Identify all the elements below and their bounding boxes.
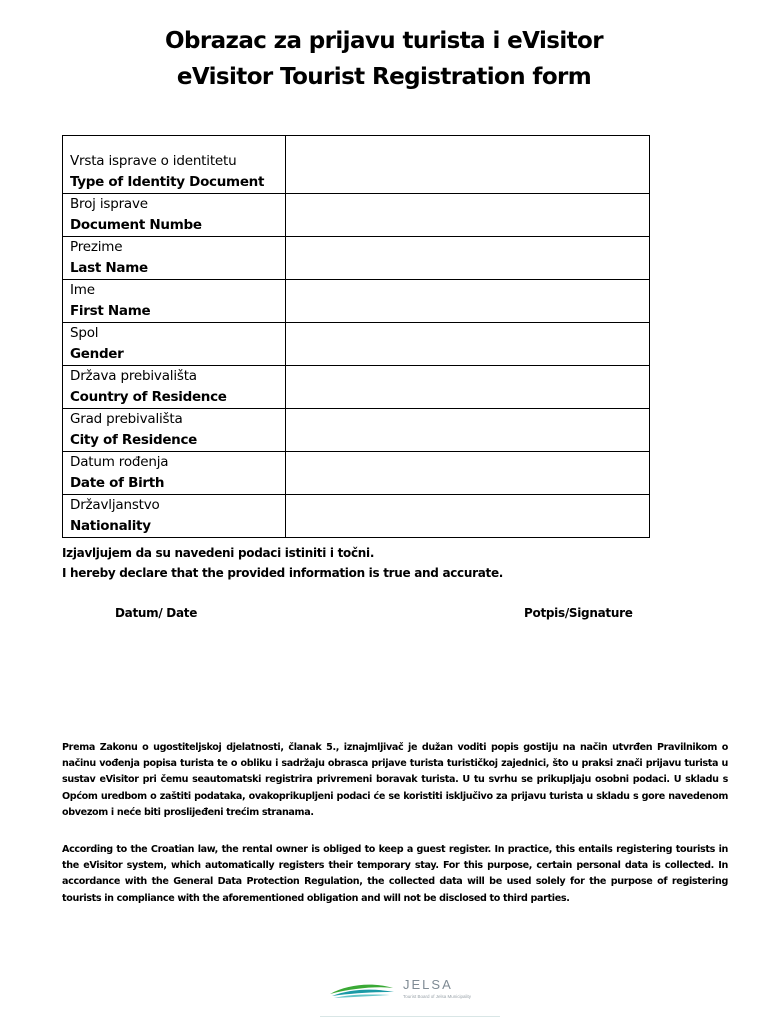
row-label-country-of-residence <box>63 366 286 409</box>
footer-divider <box>320 1016 500 1017</box>
last-name-field[interactable] <box>286 237 650 280</box>
gender-field[interactable] <box>286 323 650 366</box>
label-english: First Name <box>70 303 151 319</box>
label-croatian: Datum rođenja <box>70 454 169 470</box>
legal-notice-croatian: Prema Zakonu o ugostiteljskoj djelatnosti, članak 5., iznajmljivač je dužan voditi popis gostiju na način utvrđen Pravilnikom o načinu vođenja popisa turista te o obliku i sadržaju obrasca prijave turista turističkoj zajednici, što u praksi znači prijavu turista u sustav eVisitor pri čemu seautomatski registrira privremeni boravak turista. U tu svrhu se prikupljaju osobni podaci. U skladu s Općom uredbom o zaštiti podataka, ovakoprikupljeni podaci će se koristiti isključivo za prijavu turista u skladu s gore navedenom obvezom i neće biti proslijeđeni trećim stranama. <box>62 742 728 818</box>
row-label-city-of-residence <box>63 409 286 452</box>
country-of-residence-field[interactable] <box>286 366 650 409</box>
label-english: Date of Birth <box>70 475 165 491</box>
table-row <box>63 323 650 366</box>
row-label-gender <box>63 323 286 366</box>
row-label-first-name <box>63 280 286 323</box>
label-english: Document Numbe <box>70 217 202 233</box>
table-row <box>63 495 650 538</box>
table-row <box>63 366 650 409</box>
label-croatian: Vrsta isprave o identitetu <box>70 153 237 169</box>
nationality-field[interactable] <box>286 495 650 538</box>
label-croatian: Broj isprave <box>70 196 148 212</box>
jelsa-logo-text: JELSA <box>403 977 453 992</box>
identity-document-type-field[interactable] <box>286 136 650 194</box>
label-croatian: Grad prebivališta <box>70 411 183 427</box>
row-label-nationality <box>63 495 286 538</box>
city-of-residence-field[interactable] <box>286 409 650 452</box>
date-label: Datum/ Date <box>115 606 198 620</box>
label-croatian: Država prebivališta <box>70 368 197 384</box>
declaration-croatian: Izjavljujem da su navedeni podaci istiniti i točni. <box>62 546 375 560</box>
table-row <box>63 452 650 495</box>
form-title-english: eVisitor Tourist Registration form <box>176 64 592 90</box>
label-croatian: Prezime <box>70 239 123 255</box>
label-english: Nationality <box>70 518 151 534</box>
label-croatian: Ime <box>70 282 95 298</box>
label-english: City of Residence <box>70 432 198 448</box>
table-row <box>63 194 650 237</box>
jelsa-logo-subtext: Tourist Board of Jelsa Municipality <box>403 994 472 999</box>
document-number-field[interactable] <box>286 194 650 237</box>
label-english: Type of Identity Document <box>70 174 265 190</box>
registration-table <box>62 135 650 538</box>
label-english: Last Name <box>70 260 148 276</box>
label-english: Gender <box>70 346 124 362</box>
label-english: Country of Residence <box>70 389 227 405</box>
first-name-field[interactable] <box>286 280 650 323</box>
row-label-identity-document-type <box>63 136 286 194</box>
row-label-document-number <box>63 194 286 237</box>
table-row <box>63 136 650 194</box>
form-title-croatian: Obrazac za prijavu turista i eVisitor <box>165 28 603 54</box>
label-croatian: Državljanstvo <box>70 497 160 513</box>
declaration-english: I hereby declare that the provided information is true and accurate. <box>62 566 504 580</box>
label-croatian: Spol <box>70 325 99 341</box>
row-label-last-name <box>63 237 286 280</box>
legal-notice-english: According to the Croatian law, the rental owner is obliged to keep a guest register. In practice, this entails registering tourists in the eVisitor system, which automatically registers their temporary stay. For this purpose, certain personal data is collected. In accordance with the General Data Protection Regulation, the collected data will be used solely for the purpose of registering tourists in compliance with the aforementioned obligation and will not be disclosed to third parties. <box>62 844 728 904</box>
row-label-date-of-birth <box>63 452 286 495</box>
table-row <box>63 237 650 280</box>
table-row <box>63 409 650 452</box>
date-of-birth-field[interactable] <box>286 452 650 495</box>
table-row <box>63 280 650 323</box>
signature-label: Potpis/Signature <box>524 606 633 620</box>
